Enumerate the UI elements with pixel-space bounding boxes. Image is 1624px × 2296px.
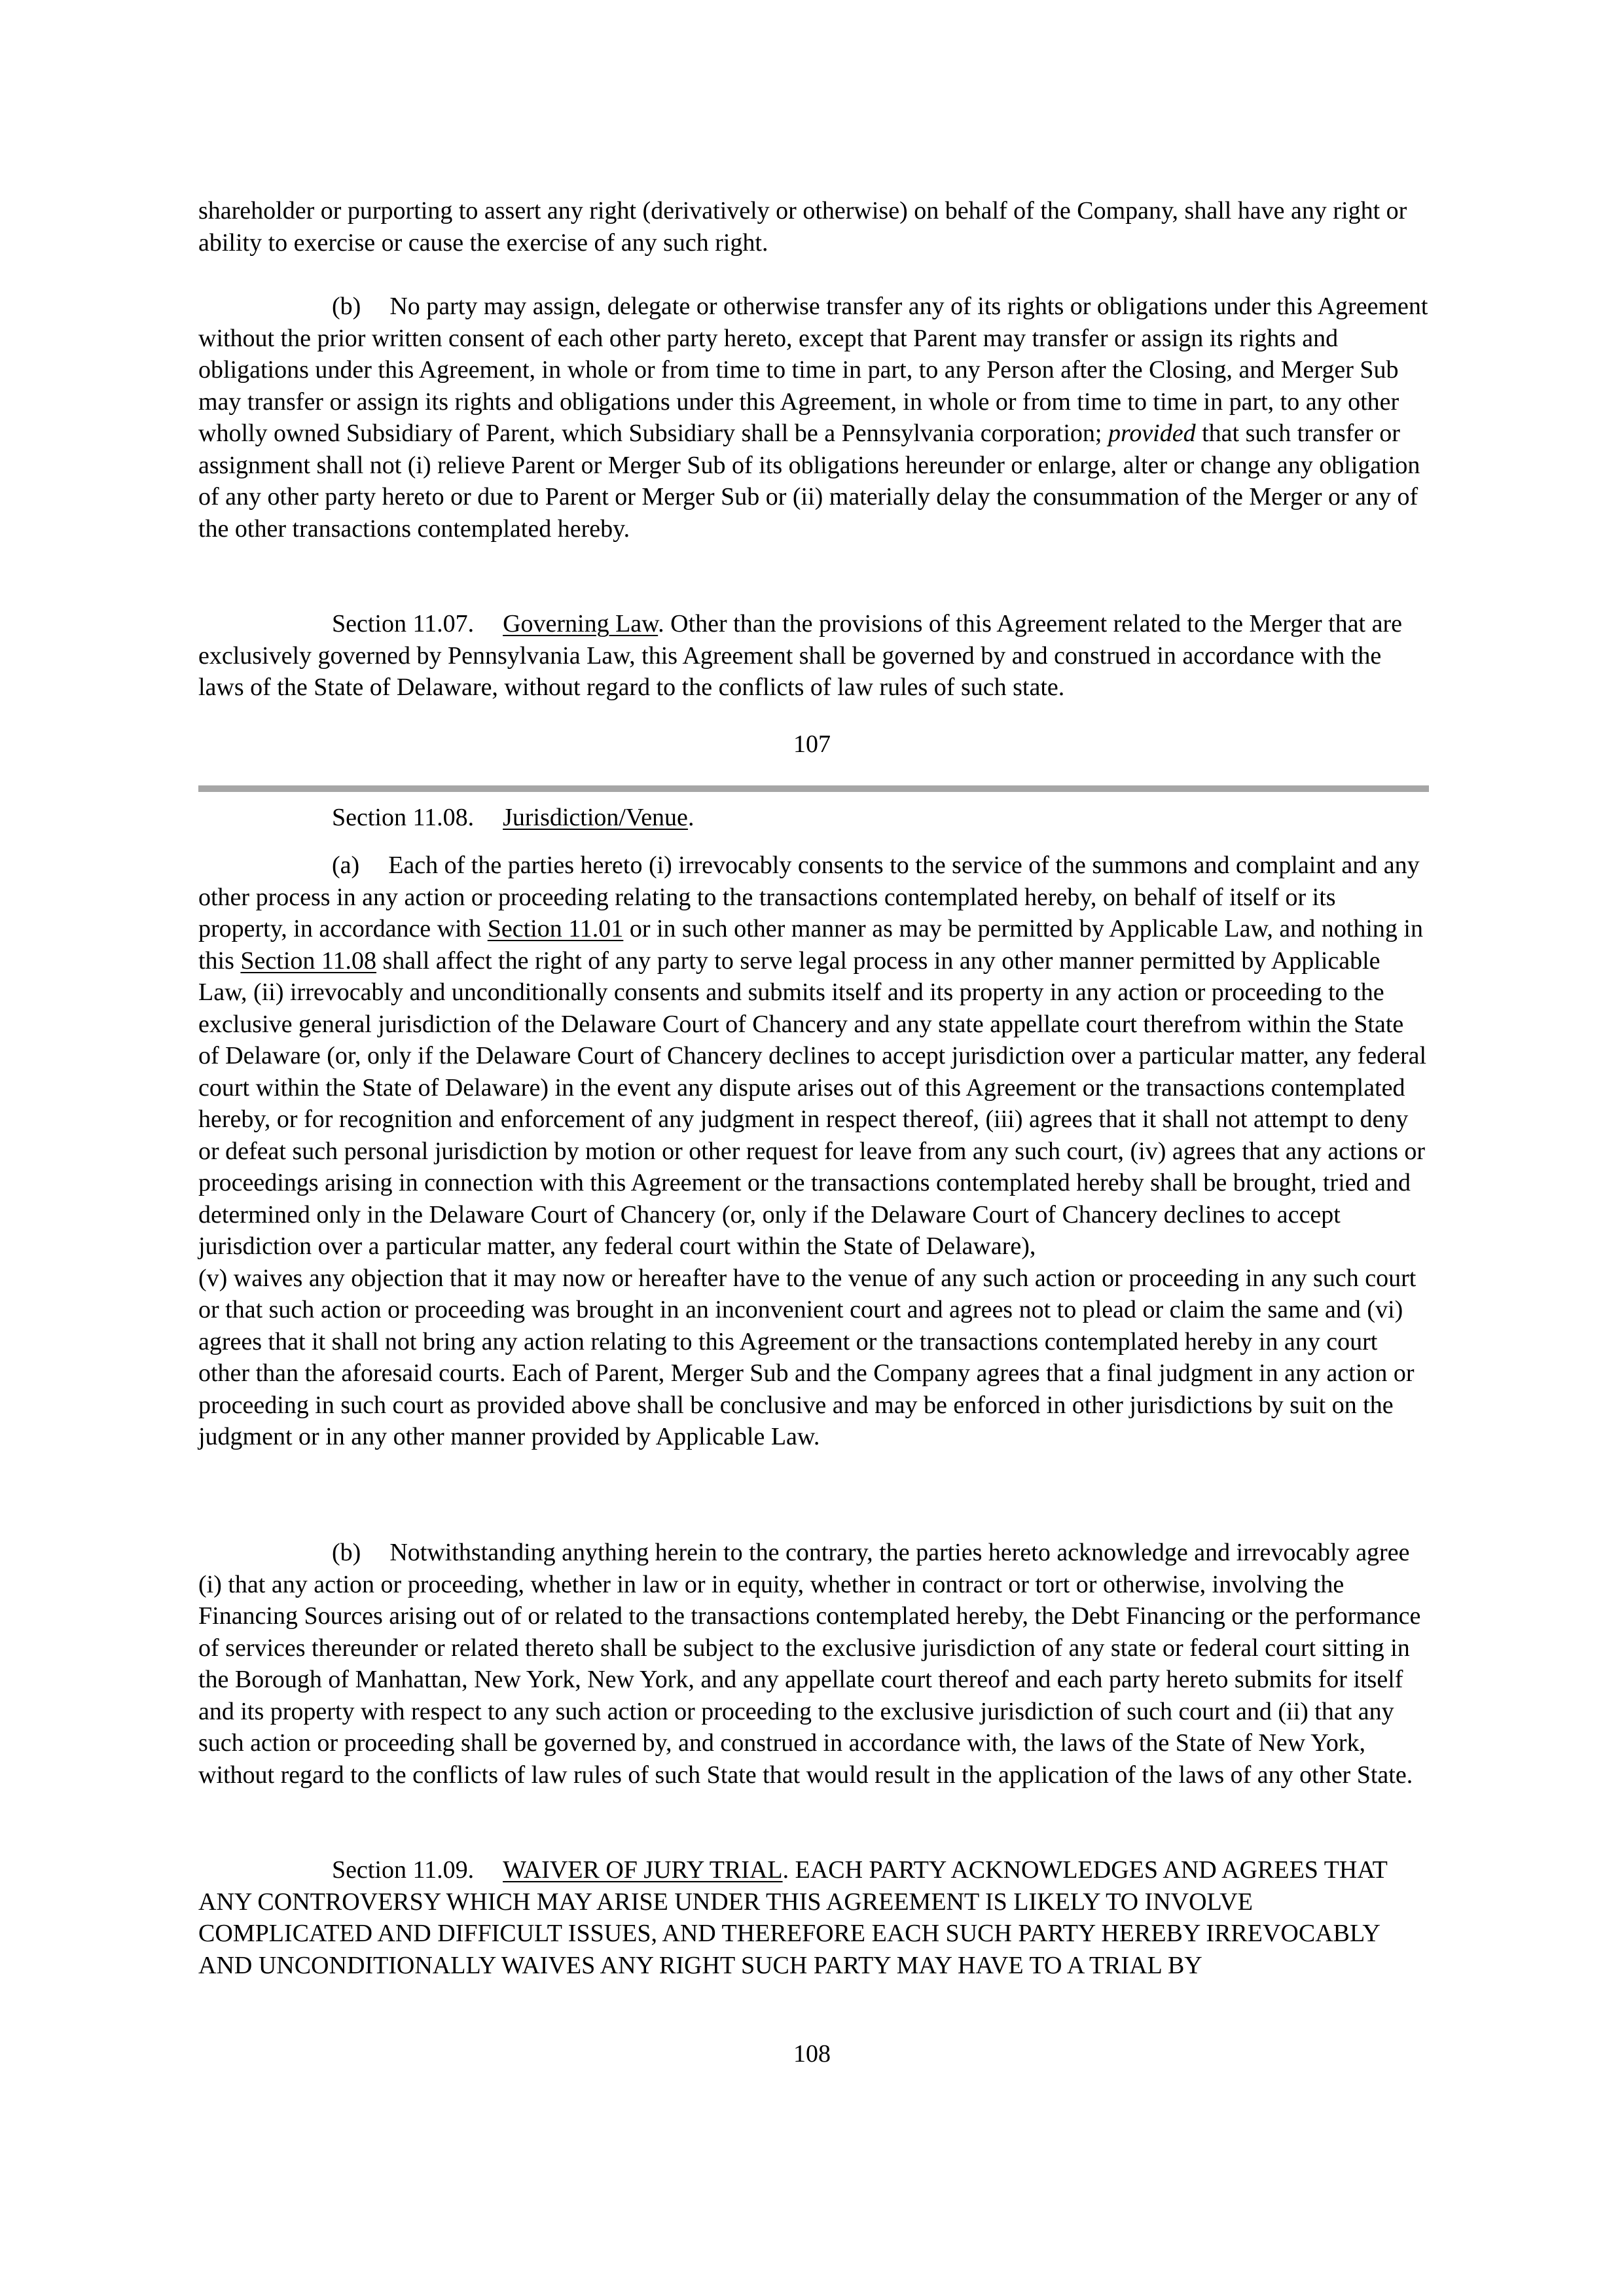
page-number: 107 [793,730,831,758]
paragraph-text: that such transfer or assignment shall not (i) relieve Parent or Merger Sub of its obligations hereunder or enlarge, alter or change any obligation of any other party hereto or due to Parent or Merger Sub or (ii) materially delay the consummation of the Merger or any of the other transactions contemplated hereby. [198,420,1420,543]
section-text: . EACH PARTY ACKNOWLEDGES AND AGREES THAT ANY CONTROVERSY WHICH MAY ARISE UNDER THIS AGREEMENT IS LIKELY TO INVOLVE COMPLICATED AND DIFFICULT ISSUES, AND THEREFORE EACH SUCH PARTY HEREBY IRREVOCABLY AND UNCONDITIONALLY WAIVES ANY RIGHT SUCH PARTY MAY HAVE TO A TRIAL BY [198,1856,1388,1979]
paragraph-text: or in such other manner as may be permitted by Applicable Law, and nothing in this [198,915,1423,975]
paragraph-text: Each of the parties hereto (i) irrevocably consents to the service of the summons and complaint and any other process in any action or proceeding relating to the transactions contemplated hereby, on behalf of itself or its property, in accordance with [198,852,1420,942]
section-reference-11-08[interactable]: Section 11.08 [240,946,376,975]
paragraph-label: (b) [332,293,361,320]
page-divider [198,785,1429,792]
paragraph-label: (a) [332,852,360,879]
section-reference-11-01[interactable]: Section 11.01 [487,915,624,942]
paragraph-text: shall affect the right of any party to serve legal process in any other manner permitted by Applicable Law, (ii) irrevocably and unconditionally consents and submits itself and its property in any action or proceeding to the exclusive general jurisdiction of the Delaware Court of Chancery and any state appellate court therefrom within the State of Delaware (or, only if the Delaware Court of Chancery declines to accept jurisdiction over a particular matter, any federal court within the State of Delaware) in the event any dispute arises out of this Agreement or the transactions contemplated hereby, or for recognition and enforcement of any judgment in respect thereof, (iii) agrees that it shall not attempt to deny or defeat such personal jurisdiction by motion or other request for leave from any such court, (iv) agrees that any actions or proceedings arising in connection with this Agreement or the transactions contemplated hereby shall be brought, tried and determined only in the Delaware Court of Chancery (or, only if the Delaware Court of Chancery declines to accept jurisdiction over a particular matter, any federal court within the State of Delaware), [198,946,1427,1260]
section-number: Section 11.08. [332,804,475,831]
page-number: 108 [793,2040,831,2068]
paragraph-text: No party may assign, delegate or otherwise transfer any of its rights or obligations under this Agreement without the prior written consent of each other party hereto, except that Parent may transfer or assign its rights and obligations under this Agreement, in whole or from time to time in part, to any Person after the Closing, and Merger Sub may transfer or assign its rights and obligations under this Agreement, in whole or from time to time in part, to any other wholly owned Subsidiary of Parent, which Subsidiary shall be a Pennsylvania corporation; [198,293,1428,447]
paragraph-text: shareholder or purporting to assert any right (derivatively or otherwise) on behalf of the Company, shall have any right or ability to exercise or cause the exercise of any such right. [198,197,1407,257]
section-11-09 [198,1854,1429,1981]
paragraph-11-08-a [198,850,1429,1453]
paragraph-a-main [198,850,1429,1263]
section-text: . Other than the provisions of this Agreement related to the Merger that are exclusively governed by Pennsylvania Law, this Agreement shall be governed by and construed in accordance with the laws of the State of Delaware, without regard to the conflicts of law rules of such state. [198,610,1403,701]
paragraph-continuation [198,195,1429,259]
section-11-07 [198,608,1429,704]
section-11-08-heading [198,802,1429,834]
section-title: Governing Law [503,610,659,637]
paragraph-11-06-b [198,291,1429,545]
paragraph-text: Notwithstanding anything herein to the contrary, the parties hereto acknowledge and irrevocably agree (i) that any action or proceeding, whether in law or in equity, whether in contract or tort or otherwise, involving the Financing Sources arising out of or related to the transactions contemplated hereby, the Debt Financing or the performance of services thereunder or related thereto shall be subject to the exclusive jurisdiction of any state or federal court sitting in the Borough of Manhattan, New York, New York, and any appellate court thereof and each party hereto submits for itself and its property with respect to any such action or proceeding to the exclusive jurisdiction of such court and (ii) that any such action or proceeding shall be governed by, and construed in accordance with, the laws of the State of New York, without regard to the conflicts of law rules of such State that would result in the application of the laws of any other State. [198,1539,1421,1789]
section-number: Section 11.09. [332,1856,475,1884]
paragraph-text: (v) waives any objection that it may now or hereafter have to the venue of any such action or proceeding in any such court or that such action or proceeding was brought in an inconvenient court and agrees not to plead or claim the same and (vi) agrees that it shall not bring any action relating to this Agreement or the transactions contemplated hereby in any court other than the aforesaid courts. Each of Parent, Merger Sub and the Company agrees that a final judgment in any action or proceeding in such court as provided above shall be conclusive and may be enforced in other jurisdictions by suit on the judgment or in any other manner provided by Applicable Law. [198,1264,1416,1450]
section-title-period: . [687,804,695,831]
italic-term: provided [1108,420,1196,447]
paragraph-11-08-b [198,1537,1429,1791]
paragraph-label: (b) [332,1539,361,1566]
section-title: WAIVER OF JURY TRIAL [503,1856,783,1884]
section-number: Section 11.07. [332,610,475,637]
section-title: Jurisdiction/Venue [503,804,688,831]
paragraph-a-continuation [198,1263,1429,1453]
